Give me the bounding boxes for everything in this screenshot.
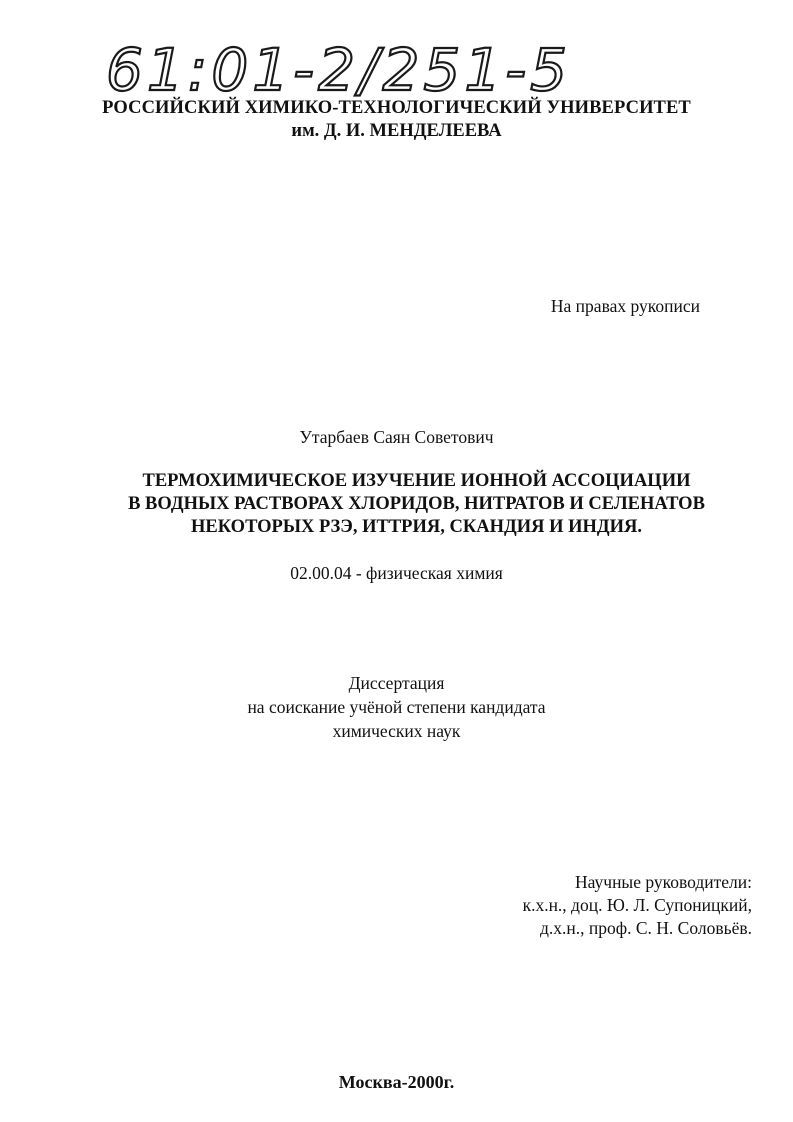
degree-line: на соискание учёной степени кандидата [247,697,546,717]
dissertation-title [60,470,773,539]
title-line-1: ТЕРМОХИМИЧЕСКОЕ ИЗУЧЕНИЕ ИОННОЙ АССОЦИАЦИИ [142,471,691,491]
advisors-heading: Научные руководители: [575,872,752,892]
dissertation-label: Диссертация [348,673,445,693]
title-line-2: В ВОДНЫХ РАСТВОРАХ ХЛОРИДОВ, НИТРАТОВ И СЕЛЕНАТОВ [128,494,705,514]
advisor-1: к.х.н., доц. Ю. Л. Супоницкий, [522,895,752,915]
handwritten-archive-code [100,28,680,108]
rights-note: На правах рукописи [550,296,700,316]
author-name: Утарбаев Саян Советович [299,427,494,447]
handwritten-code-text: 61:01-2/251-5 [106,36,572,104]
university-name: РОССИЙСКИЙ ХИМИКО-ТЕХНОЛОГИЧЕСКИЙ УНИВЕРСИТЕТ [102,98,691,118]
advisor-2: д.х.н., проф. С. Н. Соловьёв. [540,918,752,938]
specialty-code: 02.00.04 - физическая химия [290,563,503,583]
city-year: Москва-2000г. [338,1072,455,1092]
science-field-line: химических наук [332,721,461,741]
scientific-advisors [440,871,752,940]
title-line-3: НЕКОТОРЫХ РЗЭ, ИТТРИЯ, СКАНДИЯ И ИНДИЯ. [191,517,642,537]
university-dedication: им. Д. И. МЕНДЕЛЕЕВА [291,121,502,141]
handwritten-code-svg [100,28,680,108]
dissertation-degree [0,671,793,743]
